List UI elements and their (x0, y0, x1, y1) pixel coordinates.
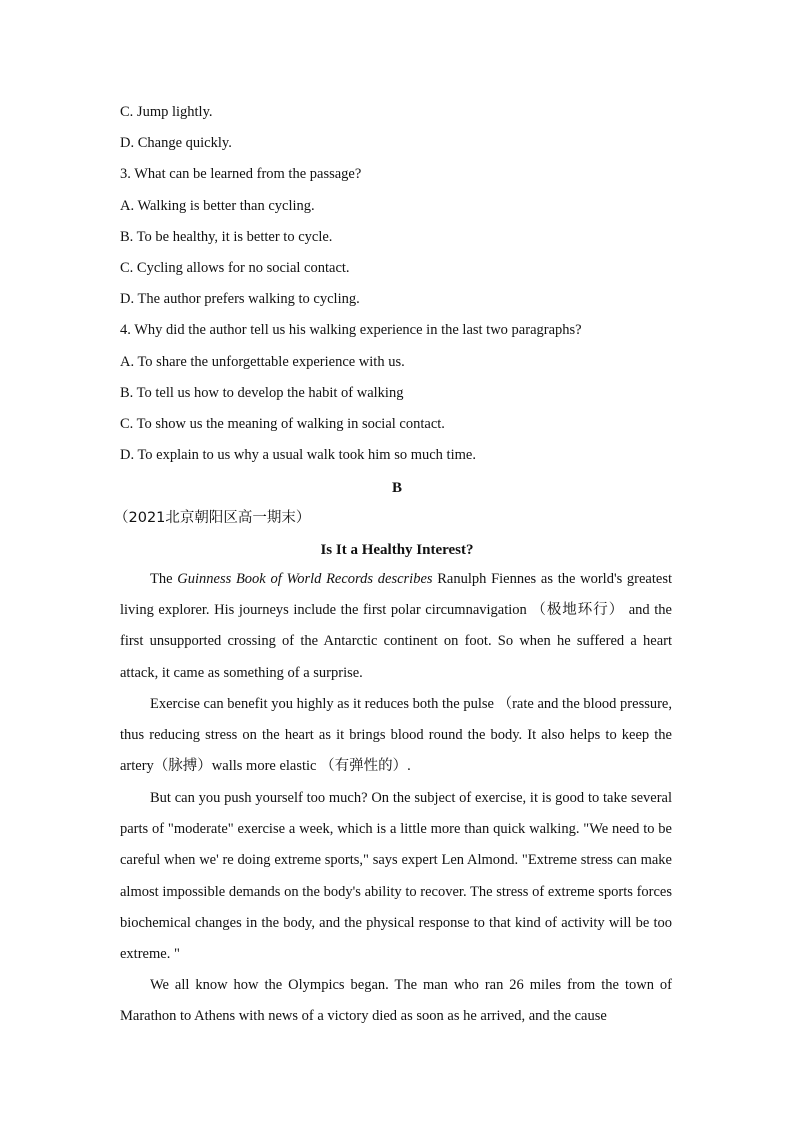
option-b-q4: B. To tell us how to develop the habit of walking (120, 385, 404, 401)
option-a-q4: A. To share the unforgettable experience with us. (120, 354, 405, 370)
paragraph-2: Exercise can benefit you highly as it reduces both the pulse （rate and the blood pressure, thus reducing stress on the heart as it brings blood round the body. It also helps to keep the artery（脉搏）walls more elastic （有弹性的）. (120, 696, 672, 775)
option-d-q2: D. Change quickly. (120, 135, 232, 151)
paragraph-1-lead: The (150, 571, 178, 587)
option-b-q3: B. To be healthy, it is better to cycle. (120, 229, 333, 245)
paragraph-1 (120, 564, 672, 689)
option-c-q2: C. Jump lightly. (120, 104, 213, 120)
question-3: 3. What can be learned from the passage? (120, 166, 362, 182)
section-letter: B (391, 480, 402, 496)
article-title: Is It a Healthy Interest? (320, 542, 474, 558)
paragraph-3: But can you push yourself too much? On the subject of exercise, it is good to take several parts of "moderate" exercise a week, which is a little more than quick walking. "We need to be careful when we' re doing extreme sports," says expert Len Almond. "Extreme stress can make almost impossible demands on the body's ability to recover. The stress of extreme sports forces biochemical changes in the body, and the physical response to that kind of activity will be too extreme. " (120, 790, 672, 963)
question-4: 4. Why did the author tell us his walking experience in the last two paragraphs? (120, 322, 582, 338)
option-d-q3: D. The author prefers walking to cycling. (120, 291, 360, 307)
option-a-q3: A. Walking is better than cycling. (120, 198, 315, 214)
option-c-q3: C. Cycling allows for no social contact. (120, 260, 350, 276)
option-c-q4: C. To show us the meaning of walking in social contact. (120, 416, 445, 432)
paragraph-1-body: Ranulph Fiennes as the world's greatest living explorer. His journeys include the first polar circumnavigation （极地环行） and the first unsupported crossing of the Antarctic continent on foot. So when he suffered a heart attack, it came as something of a surprise. (120, 571, 673, 681)
paragraph-4: We all know how the Olympics began. The man who ran 26 miles from the town of Marathon to Athens with news of a victory died as soon as he arrived, and the cause (120, 977, 672, 1025)
exam-source: （2021北京朝阳区高一期末） (114, 510, 311, 526)
book-title: Guinness Book of World Records describes (177, 571, 433, 587)
option-d-q4: D. To explain to us why a usual walk took him so much time. (120, 447, 476, 463)
